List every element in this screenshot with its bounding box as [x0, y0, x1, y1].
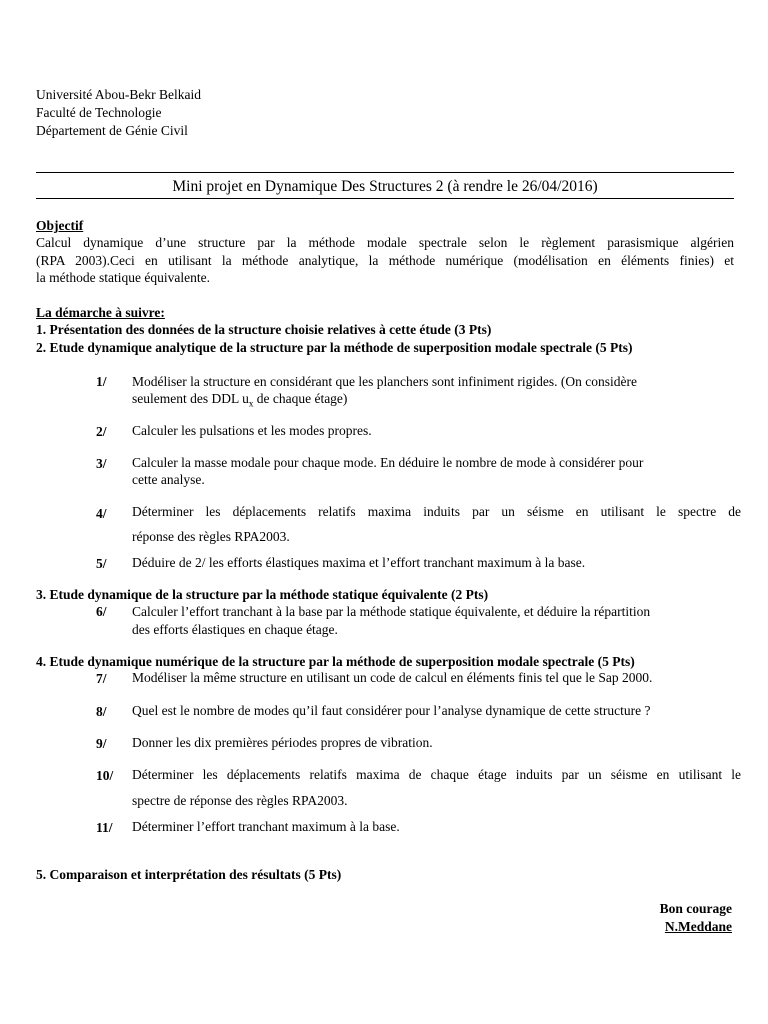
section-3: 3. Etude dynamique de la structure par la méthode statique équivalente (2 Pts): [36, 587, 489, 602]
department-name: Département de Génie Civil: [36, 123, 188, 138]
document-title: Mini projet en Dynamique Des Structures 2 (à rendre le 26/04/2016): [172, 178, 598, 195]
title-bottom-rule: [36, 198, 734, 199]
item-5-line-1: Déduire de 2/ les efforts élastiques maxima et l’effort tranchant maximum à la base.: [132, 555, 586, 570]
objectif-line-1: Calcul dynamique d’une structure par la méthode modale spectrale selon le règlement parasismique algérien: [36, 235, 734, 250]
item-7-number: 7/: [96, 671, 107, 686]
university-name: Université Abou-Bekr Belkaid: [36, 87, 201, 102]
author-name: N.Meddane: [664, 919, 732, 934]
title-top-rule: [36, 172, 734, 173]
item-3-number: 3/: [96, 456, 107, 471]
item-5-number: 5/: [96, 556, 107, 571]
section-2: 2. Etude dynamique analytique de la structure par la méthode de superposition modale spectrale (5 Pts): [36, 340, 633, 355]
item-2-line-1: Calculer les pulsations et les modes propres.: [132, 423, 372, 438]
objectif-line-2: (RPA 2003).Ceci en utilisant la méthode analytique, la méthode numérique (modélisation en éléments finies) et: [36, 253, 734, 268]
item-10-number: 10/: [96, 768, 114, 783]
item-3-line-2: cette analyse.: [132, 472, 205, 487]
item-10-line-1: Déterminer les déplacements relatifs maxima de chaque étage induits par un séisme en utilisant le: [132, 767, 741, 782]
item-9-number: 9/: [96, 736, 107, 751]
item-9-line-1: Donner les dix premières périodes propres de vibration.: [132, 735, 433, 750]
item-8-line-1: Quel est le nombre de modes qu’il faut considérer pour l’analyse dynamique de cette structure ?: [132, 703, 651, 718]
item-11-number: 11/: [96, 820, 113, 835]
item-7-line-1: Modéliser la même structure en utilisant un code de calcul en éléments finis tel que le Sap 2000.: [132, 670, 653, 685]
item-3-line-1: Calculer la masse modale pour chaque mode. En déduire le nombre de mode à considérer pour: [132, 455, 644, 470]
item-1-number: 1/: [96, 374, 107, 389]
section-1: 1. Présentation des données de la structure choisie relatives à cette étude (3 Pts): [36, 322, 492, 337]
objectif-heading: Objectif: [36, 218, 84, 233]
item-2-number: 2/: [96, 424, 107, 439]
item-4-line-2: réponse des règles RPA2003.: [132, 529, 290, 544]
item-4-line-1: Déterminer les déplacements relatifs maxima induits par un séisme en utilisant le spectre de: [132, 504, 741, 519]
item-8-number: 8/: [96, 704, 107, 719]
item-6-line-1: Calculer l’effort tranchant à la base par la méthode statique équivalente, et déduire la répartition: [132, 604, 651, 619]
objectif-line-3: la méthode statique équivalente.: [36, 270, 210, 285]
item-6-number: 6/: [96, 604, 107, 619]
demarche-heading: La démarche à suivre:: [36, 305, 165, 320]
item-1-line-2-pre: seulement des DDL u: [132, 391, 249, 406]
section-4: 4. Etude dynamique numérique de la structure par la méthode de superposition modale spectrale (5 Pts): [36, 654, 635, 669]
faculty-name: Faculté de Technologie: [36, 105, 162, 120]
item-6-line-2: des efforts élastiques en chaque étage.: [132, 622, 338, 637]
item-10-line-2: spectre de réponse des règles RPA2003.: [132, 793, 348, 808]
item-1-line-2: [132, 390, 347, 413]
item-1-line-1: Modéliser la structure en considérant que les planchers sont infiniment rigides. (On considère: [132, 374, 637, 389]
item-11-line-1: Déterminer l’effort tranchant maximum à la base.: [132, 819, 400, 834]
item-4-number: 4/: [96, 506, 107, 521]
item-1-line-2-post: de chaque étage): [253, 391, 348, 406]
item-1-subscript: x: [248, 398, 254, 409]
section-5: 5. Comparaison et interprétation des résultats (5 Pts): [36, 867, 342, 882]
closing-greeting: Bon courage: [659, 901, 732, 916]
